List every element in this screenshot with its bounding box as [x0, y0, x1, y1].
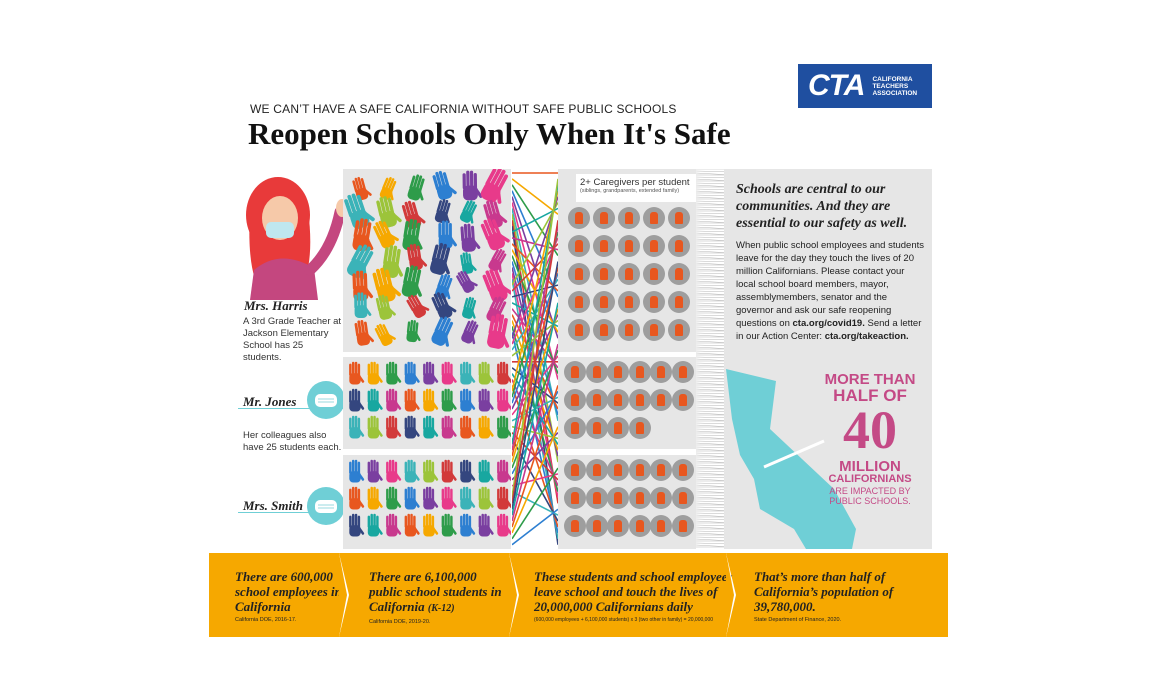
caregiver-icon [593, 291, 615, 313]
harris-name: Mrs. Harris [244, 298, 308, 313]
caregiver-icon [643, 319, 665, 341]
footer-source-1: California DOE, 2016-17. [235, 617, 297, 623]
mask-icon [306, 486, 346, 526]
caregiver-icon [586, 487, 608, 509]
hand-icon [386, 389, 402, 412]
hand-icon [368, 487, 384, 510]
caregiver-icon [618, 263, 640, 285]
hand-icon [434, 198, 456, 225]
caregiver-icon [668, 263, 690, 285]
hand-icon [442, 416, 458, 439]
caregiver-icon [668, 207, 690, 229]
caregiver-icon [586, 459, 608, 481]
hand-icon [405, 389, 421, 412]
caregiver-icon [629, 515, 651, 537]
hand-icon [462, 170, 483, 200]
hands-cluster [343, 169, 511, 352]
hand-icon [432, 169, 459, 201]
logo-mark: CTA [808, 69, 865, 102]
footer-main-2-text: There are 6,100,000 public school students in California [369, 569, 502, 614]
takeaction-link[interactable]: cta.org/takeaction. [824, 331, 909, 342]
caregiver-icon [650, 389, 672, 411]
hand-icon [349, 487, 365, 510]
hand-icon [461, 296, 481, 321]
hand-icon [349, 416, 365, 439]
stat-number: 40 [843, 400, 897, 460]
caregiver-icon [564, 459, 586, 481]
hand-icon [442, 487, 458, 510]
caregivers-label-box [576, 174, 696, 202]
cta-logo [798, 64, 932, 108]
hand-icon [400, 264, 428, 300]
hand-icon [386, 416, 402, 439]
caregiver-icon [629, 417, 651, 439]
hand-icon [479, 362, 495, 385]
caregiver-icon [668, 291, 690, 313]
caregivers-subtitle: (siblings, grandparents, extended family) [580, 188, 680, 194]
caregiver-icon [650, 459, 672, 481]
caregiver-icon [668, 319, 690, 341]
harris-description: A 3rd Grade Teacher at Jackson Elementary School has 25 students. [243, 316, 342, 363]
hand-icon [423, 487, 439, 510]
caregiver-icon [672, 459, 694, 481]
caregiver-icon [586, 515, 608, 537]
caregiver-icon [672, 487, 694, 509]
hand-icon [349, 389, 365, 412]
caregiver-icon [593, 263, 615, 285]
hands-rows [343, 357, 511, 449]
hands-rows [343, 455, 511, 549]
info-panel [724, 169, 932, 549]
hand-icon [460, 460, 476, 483]
caregiver-icon [568, 319, 590, 341]
hand-icon [460, 362, 476, 385]
caregiver-icon [672, 515, 694, 537]
hand-icon [442, 514, 458, 537]
hand-icon [368, 460, 384, 483]
caregiver-icon [607, 361, 629, 383]
hand-icon [423, 389, 439, 412]
hand-icon [423, 362, 439, 385]
caregiver-icons [568, 207, 696, 347]
hands-panel-smith [343, 455, 511, 549]
caregiver-icon [593, 207, 615, 229]
hand-icon [405, 487, 421, 510]
hand-icon [442, 389, 458, 412]
caregiver-icon [564, 417, 586, 439]
hand-icon [497, 514, 511, 537]
footer-source-3: (600,000 employees + 6,100,000 students) x 3 (two other in family) = 20,000,000 [534, 617, 713, 623]
hand-icon [479, 487, 495, 510]
hand-icon [497, 389, 511, 412]
hand-icon [442, 362, 458, 385]
hand-icon [405, 514, 421, 537]
hand-icon [479, 389, 495, 412]
caregiver-icon [618, 207, 640, 229]
caregiver-icon [564, 515, 586, 537]
caregiver-icon [586, 389, 608, 411]
hand-icon [423, 514, 439, 537]
hand-icon [349, 460, 365, 483]
hand-icon [368, 389, 384, 412]
hand-icon [458, 199, 482, 226]
hand-icon [460, 514, 476, 537]
hand-icon [386, 487, 402, 510]
footer-source-4: State Department of Finance, 2020. [754, 617, 842, 623]
connection-lines [512, 169, 558, 549]
caregiver-icon [564, 361, 586, 383]
hand-icon [460, 416, 476, 439]
caregiver-icon [564, 487, 586, 509]
caregiver-icon [564, 389, 586, 411]
chevron-divider [726, 553, 734, 637]
caregiver-icon [618, 291, 640, 313]
hand-icon [368, 362, 384, 385]
caregiver-icon [568, 207, 590, 229]
footer-main-3: These students and school employees leave school and touch the lives of 20,000,000 Californians daily [534, 569, 733, 614]
page-title: Reopen Schools Only When It's Safe [248, 116, 731, 151]
hand-icon [460, 319, 484, 347]
caregiver-icon [607, 515, 629, 537]
hand-icon [442, 460, 458, 483]
footer-bar [209, 553, 948, 637]
hand-icon [381, 244, 408, 279]
caregiver-icon [586, 417, 608, 439]
hand-icon [405, 362, 421, 385]
jones-description: Her colleagues also have 25 students each. [243, 430, 342, 453]
info-body-text-2: Send a letter in our Action Center: [736, 318, 922, 342]
caregiver-icon [629, 361, 651, 383]
hand-icon [460, 389, 476, 412]
caregiver-icon [643, 207, 665, 229]
teacher-illustration [236, 170, 352, 300]
caregiver-icon [568, 235, 590, 257]
caregiver-icon [650, 487, 672, 509]
hand-icon [406, 319, 423, 342]
info-heading: Schools are central to our communities. And they are essential to our safety as well. [736, 182, 908, 231]
chevron-divider [339, 553, 347, 637]
hand-icon [423, 460, 439, 483]
caregiver-icon [568, 291, 590, 313]
hand-icon [368, 514, 384, 537]
hand-icon [386, 460, 402, 483]
footer-cell-2 [369, 553, 509, 653]
info-body [736, 239, 926, 343]
footer-main-1: There are 600,000 school employees in California [235, 569, 342, 614]
caregiver-icon [643, 263, 665, 285]
caregivers-panel-smith [558, 455, 696, 549]
caregiver-icon [607, 389, 629, 411]
mask-icon [306, 380, 346, 420]
stat-line-2: HALF OF [833, 386, 907, 405]
hand-icon [497, 487, 511, 510]
caregiver-icon [593, 319, 615, 341]
caregiver-icon [629, 459, 651, 481]
caregiver-icon [643, 235, 665, 257]
hand-icon [406, 173, 430, 203]
stat-line-5: ARE IMPACTED BY [829, 486, 911, 496]
caregivers-title: 2+ Caregivers per student [580, 177, 690, 188]
caregiver-icon [668, 235, 690, 257]
hand-icon [368, 416, 384, 439]
caregiver-icon [586, 361, 608, 383]
stat-line-4: CALIFORNIANS [828, 473, 912, 485]
caregiver-icon [629, 389, 651, 411]
caregiver-icon [607, 487, 629, 509]
kicker-text: WE CAN’T HAVE A SAFE CALIFORNIA WITHOUT SAFE PUBLIC SCHOOLS [250, 102, 677, 116]
caregiver-icon [650, 361, 672, 383]
caregiver-icon [607, 417, 629, 439]
logo-org-name: CALIFORNIA TEACHERS ASSOCIATION [872, 75, 918, 97]
footer-cell-3 [534, 553, 734, 653]
caregiver-icon [672, 361, 694, 383]
hand-icon [354, 319, 375, 347]
hand-icon [460, 487, 476, 510]
stat-line-1: MORE THAN [824, 371, 916, 388]
caregivers-panel [558, 169, 696, 352]
hand-icon [374, 320, 398, 347]
caregivers-panel-jones [558, 357, 696, 449]
hand-icon [497, 362, 511, 385]
smith-name: Mrs. Smith [243, 498, 303, 513]
hand-icon [497, 416, 511, 439]
hand-icon [460, 251, 478, 275]
hand-icon [430, 315, 460, 350]
hand-icon [405, 460, 421, 483]
jones-name: Mr. Jones [243, 394, 297, 409]
caregiver-icon [629, 487, 651, 509]
hand-icon [479, 514, 495, 537]
hand-icon [497, 460, 511, 483]
info-body-text-1: When public school employees and students leave for the day they touch the lives of 20 million Californians. Please contact your local school board members, mayor, assemblymembers, senator and the governor and ask our safe reopening questions on [736, 240, 925, 329]
footer-cell-1 [235, 553, 345, 653]
caregiver-icon [618, 319, 640, 341]
hand-icon [423, 416, 439, 439]
caregiver-icon [643, 291, 665, 313]
hand-icon [479, 460, 495, 483]
hand-icon [349, 514, 365, 537]
caregiver-icon [650, 515, 672, 537]
hand-icon [386, 362, 402, 385]
stat-line-3: MILLION [839, 458, 901, 475]
caregiver-icon [568, 263, 590, 285]
hand-icon [460, 223, 481, 252]
chevron-divider [509, 553, 517, 637]
hand-icon [479, 416, 495, 439]
caregiver-icon [618, 235, 640, 257]
footer-main-2 [369, 569, 509, 616]
footer-main-2-suffix: (K-12) [427, 603, 455, 614]
footer-cell-4 [754, 553, 934, 653]
hand-icon [349, 362, 365, 385]
hand-icon [405, 416, 421, 439]
caregiver-icons [564, 361, 694, 447]
hand-icon [386, 514, 402, 537]
covid-link[interactable]: cta.org/covid19. [792, 318, 865, 329]
hands-panel-jones [343, 357, 511, 449]
footer-source-2: California DOE, 2019-20. [369, 619, 431, 625]
caregiver-icon [593, 235, 615, 257]
footer-main-4: That’s more than half of California’s population of 39,780,000. [754, 569, 894, 614]
hands-panel-harris [343, 169, 511, 352]
caregiver-icon [672, 389, 694, 411]
stat-line-6: PUBLIC SCHOOLS. [829, 496, 911, 506]
caregiver-icon [607, 459, 629, 481]
caregiver-icons [564, 459, 694, 545]
